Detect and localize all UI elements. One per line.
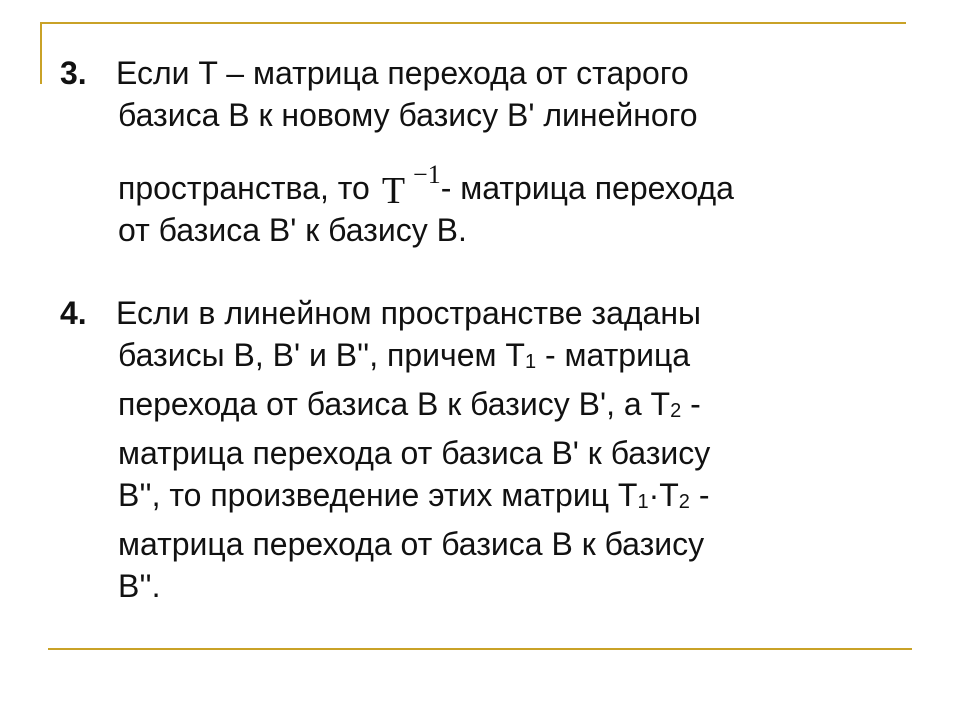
statement-3-line-4: от базиса B' к базису B.	[118, 212, 467, 248]
statement-4-number: 4.	[60, 295, 87, 331]
statement-3	[60, 52, 880, 251]
statement-4-line-6: матрица перехода от базиса B к базису	[118, 526, 705, 562]
statement-4-line-3: перехода от базиса B к базису B', а $T_2$ -	[118, 386, 701, 422]
statement-3-line-3: пространства, то T $^{-1}$- матрица перехода	[60, 150, 880, 209]
left-border-rule	[40, 22, 42, 84]
bottom-border-rule	[48, 648, 912, 650]
top-border-rule	[40, 22, 906, 24]
statement-4-line-2: базисы B, B' и B'', причем $T_1$ - матрица	[118, 337, 691, 373]
statement-3-line-2: базиса B к новому базису B' линейного	[118, 97, 698, 133]
statement-3-number: 3.	[60, 55, 87, 91]
statement-3-line-1: 3. Если T – матрица перехода от старого	[60, 52, 880, 94]
statement-4-line-1: 4. Если в линейном пространстве заданы	[60, 292, 880, 334]
statement-4-line-5: B'', то произведение этих матриц $T_1\cdot T_2$ -	[118, 477, 710, 513]
inverse-matrix-formula: T $^{-1}$	[381, 160, 441, 212]
statement-4-line-7: B''.	[118, 568, 161, 604]
statement-4	[60, 292, 880, 607]
statement-4-line-4: матрица перехода от базиса B' к базису	[118, 435, 711, 471]
